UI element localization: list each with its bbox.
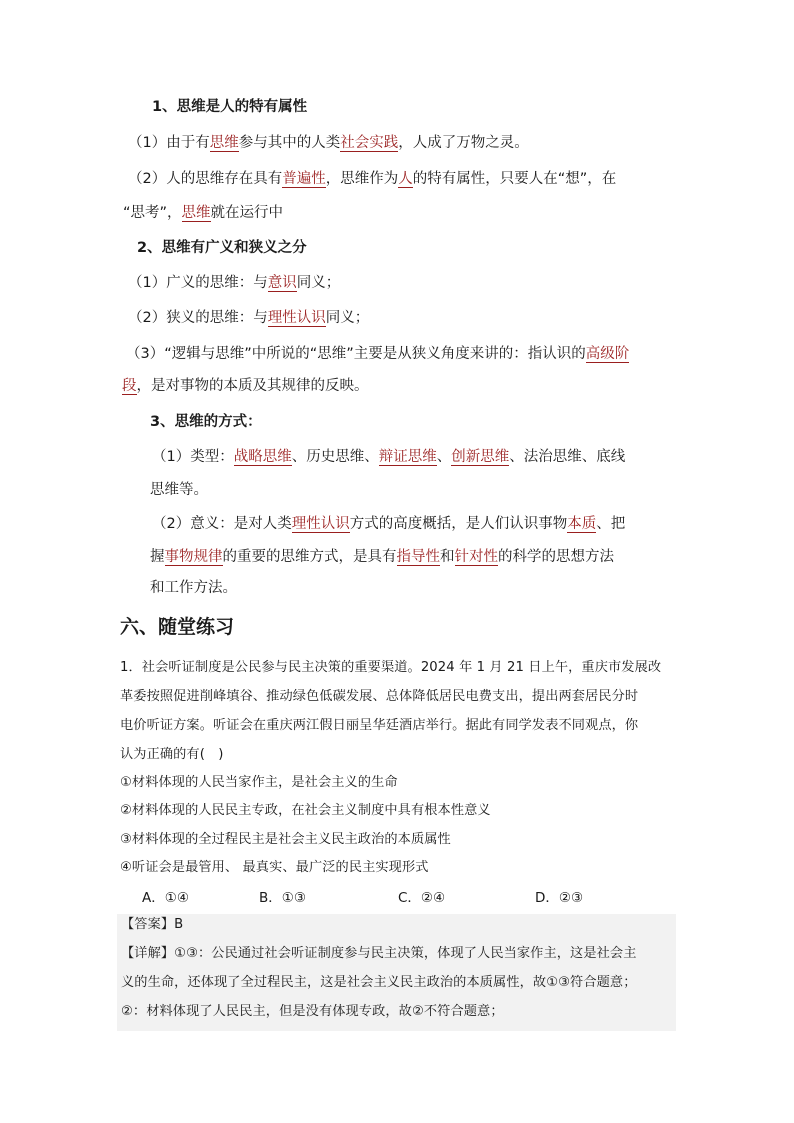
question-text-line3: 电价听证方案。听证会在重庆两江假日丽呈华廷酒店举行。据此有同学发表不同观点，你 [120,718,639,733]
text: 参与其中的人类 [238,135,341,151]
section1-point2-line1 [128,169,616,189]
statement-4: ④听证会是最管用、 最真实、最广泛的民主实现形式 [120,860,429,875]
text: （2）人的思维存在具有 [128,171,283,187]
section3-point2-line1 [152,514,625,534]
text: 、历史思维、 [291,449,379,465]
keyword: 理性认识 [267,310,326,326]
text: 的特有属性，只要人在“想”，在 [412,171,617,187]
section2-point1 [128,273,340,293]
section3-point2-line2 [150,547,614,567]
keyword: 普遍性 [282,171,326,187]
section2-point2 [128,308,369,328]
keyword: 思维 [181,205,211,221]
section3-title: 3、思维的方式： [150,414,262,430]
text: 同义； [296,275,341,291]
text: 和 [440,549,455,565]
text: 、把 [596,516,626,532]
section3-point1-line1 [152,447,625,467]
text: 同义； [325,310,370,326]
text: （3）“逻辑与思维”中所说的“思维”主要是从狭义角度来讲的：指认识的 [126,346,586,362]
detail-line1: 【详解】①③：公民通过社会听证制度参与民主决策，体现了人民当家作主，这是社会主 [121,946,637,961]
text: “思考”， [123,205,182,221]
text: （1）由于有 [128,135,210,151]
text: ，思维作为 [325,171,399,187]
text: （2）狭义的思维：与 [128,310,268,326]
practice-heading: 六、随堂练习 [120,616,235,638]
detail-line2: 义的生命，还体现了全过程民主，这是社会主义民主政治的本质属性，故①③符合题意； [121,975,637,990]
keyword: 思维 [209,135,239,151]
text: （1）广义的思维：与 [128,275,268,291]
answer-label: 【答案】B [121,917,184,932]
section1-title: 1、思维是人的特有属性 [152,99,308,115]
section2-point3-line2 [122,376,369,396]
keyword: 人 [398,171,413,187]
text: 、 [436,449,452,465]
detail-line3: ②：材料体现了人民民主，但是没有体现专政，故②不符合题意； [121,1004,504,1019]
statement-1: ①材料体现的人民当家作主，是社会主义的生命 [120,775,398,790]
question-text-line2: 革委按照促进削峰填谷、推动绿色低碳发展、总体降低居民电费支出，提出两套居民分时 [120,689,639,704]
statement-2: ②材料体现的人民民主专政，在社会主义制度中具有根本性意义 [120,803,491,818]
keyword: 高级阶 [585,346,630,362]
text: 、法治思维、底线 [509,449,626,465]
keyword: 社会实践 [340,135,399,151]
option-b: B．①③ [259,890,306,906]
keyword: 意识 [267,275,297,291]
section3-point2-line3: 和工作方法。 [150,580,237,596]
question-text-line4: 认为正确的有( ) [120,747,224,762]
keyword: 辩证思维 [378,449,437,465]
keyword: 本质 [567,516,597,532]
keyword: 针对性 [454,549,498,565]
text: （1）类型： [152,449,234,465]
option-a: A．①④ [142,890,189,906]
text: ，是对事物的本质及其规律的反映。 [136,378,369,394]
option-d: D．②③ [535,890,584,906]
section2-point3-line1 [126,344,629,364]
text: 就在运行中 [210,205,284,221]
text: 方式的高度概括，是人们认识事物 [349,516,568,532]
keyword: 战略思维 [233,449,292,465]
keyword: 段 [122,378,137,394]
keyword: 创新思维 [451,449,510,465]
option-c: C．②④ [398,890,446,906]
section3-point1-line2: 思维等。 [150,482,208,498]
section1-point1 [128,133,529,153]
text: （2）意义：是对人类 [152,516,292,532]
section2-title: 2、思维有广义和狭义之分 [137,240,307,256]
keyword: 指导性 [396,549,440,565]
text: 的科学的思想方法 [498,549,614,565]
text: ，人成了万物之灵。 [398,135,529,151]
keyword: 理性认识 [291,516,350,532]
statement-3: ③材料体现的全过程民主是社会主义民主政治的本质属性 [120,832,451,847]
keyword: 事物规律 [164,549,223,565]
text: 握 [150,549,165,565]
text: 的重要的思维方式，是具有 [222,549,397,565]
question-text-line1: 1．社会听证制度是公民参与民主决策的重要渠道。2024 年 1 月 21 日上午，重庆市发展改 [120,660,662,675]
section1-point2-line2 [123,203,283,223]
